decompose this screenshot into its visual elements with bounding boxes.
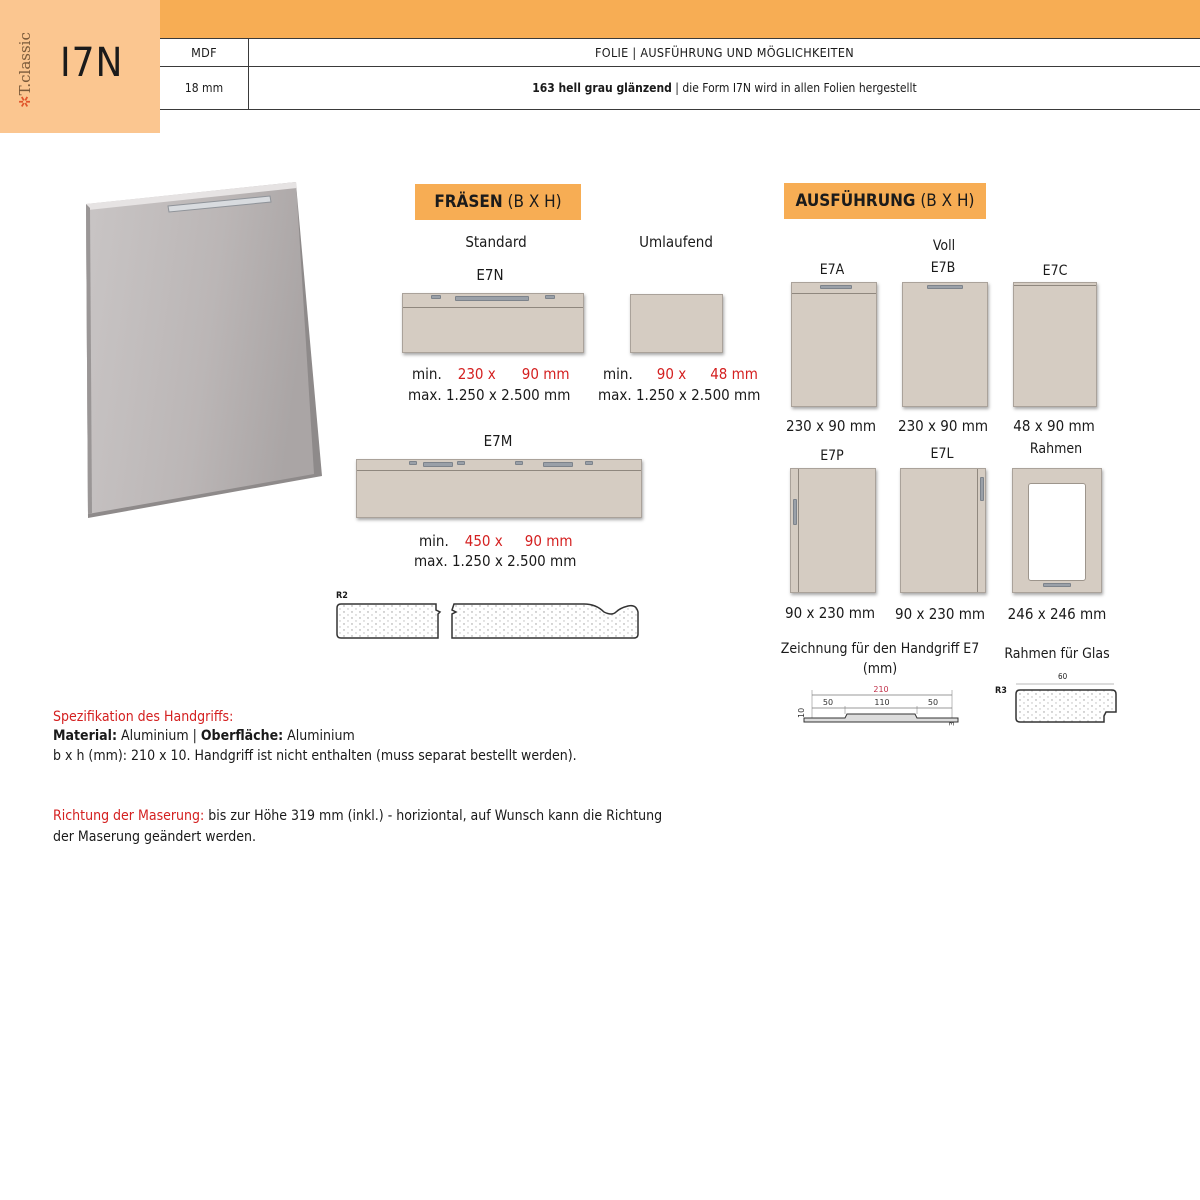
uml-min-label: min. <box>603 365 633 383</box>
e7m-groove <box>357 470 641 471</box>
e7m-handle-end <box>515 461 523 465</box>
e7m-min <box>419 532 573 550</box>
profile-r2-label: R2 <box>336 591 348 601</box>
e7m-max: max. 1.250 x 2.500 mm <box>414 552 577 570</box>
foil-cell <box>249 67 1200 110</box>
uml-min-width: 90 x <box>656 365 687 383</box>
e7p-size: 90 x 230 mm <box>785 604 876 622</box>
e7c-groove <box>1014 285 1096 286</box>
uml-min-height: 48 mm <box>710 365 758 383</box>
e7c-panel <box>1013 282 1097 407</box>
e7b-size: 230 x 90 mm <box>898 417 989 435</box>
e7n-max: max. 1.250 x 2.500 mm <box>408 386 571 404</box>
e7n-min-width: 230 x <box>457 365 496 383</box>
door-product-image <box>78 176 328 521</box>
umlaufend-label: Umlaufend <box>639 233 713 251</box>
e7l-panel <box>900 468 986 593</box>
brand-logo <box>16 32 34 108</box>
brand-name: T.classic <box>16 32 34 96</box>
grain-line-1 <box>53 807 662 826</box>
e7b-panel <box>902 282 988 407</box>
foil-note: | die Form I7N wird in allen Folien hergestellt <box>671 81 917 95</box>
e7p-panel <box>790 468 876 593</box>
e7l-handle <box>980 477 984 501</box>
e7m-handle-left <box>423 462 453 467</box>
e7c-label: E7C <box>1042 263 1068 279</box>
svg-text:3: 3 <box>948 721 956 726</box>
material-label: Material: <box>53 728 117 744</box>
e7p-handle <box>793 499 797 525</box>
e7l-label: E7L <box>930 446 954 462</box>
surface-value: Aluminium <box>283 728 355 744</box>
header-col-folie: FOLIE | AUSFÜHRUNG UND MÖGLICHKEITEN <box>249 39 1200 67</box>
e7m-label: E7M <box>483 432 513 450</box>
standard-label: Standard <box>465 233 527 251</box>
rahmen-glass-opening <box>1028 483 1086 581</box>
rahmen-label: Rahmen <box>1029 441 1083 457</box>
foil-name: 163 hell grau glänzend <box>532 81 672 95</box>
glass-frame-profile <box>1010 680 1122 730</box>
material-value: Aluminium | <box>116 728 201 744</box>
header-col-mdf: MDF <box>160 39 249 67</box>
surface-label: Oberfläche: <box>200 728 284 744</box>
e7n-groove <box>403 307 583 308</box>
spec-size: b x h (mm): 210 x 10. Handgriff ist nicht enthalten (muss separat bestellt werden). <box>53 748 577 764</box>
spec-material <box>53 727 355 746</box>
handle-drawing-title: Zeichnung für den Handgriff E7 (mm) <box>780 641 980 677</box>
glass-radius-label: R3 <box>995 686 1007 696</box>
spec-table <box>160 38 1200 110</box>
e7m-handle-right <box>543 462 573 467</box>
glass-width-label: 60 <box>1058 672 1068 681</box>
e7m-handle-end <box>585 461 593 465</box>
ausfuehrung-heading <box>784 183 986 219</box>
rahmen-size: 246 x 246 mm <box>1007 605 1107 623</box>
e7p-label: E7P <box>820 448 844 464</box>
uml-max: max. 1.250 x 2.500 mm <box>598 386 761 404</box>
model-code: I7N <box>60 40 124 86</box>
fraesen-heading <box>415 184 581 220</box>
e7b-label: E7B <box>930 260 956 276</box>
fraesen-heading-sub: (B X H) <box>502 192 562 212</box>
svg-text:50: 50 <box>927 698 939 707</box>
e7n-min-height: 90 mm <box>521 365 570 383</box>
fraesen-heading-text: FRÄSEN <box>434 192 503 212</box>
svg-text:110: 110 <box>874 698 890 707</box>
e7n-handle <box>455 296 529 301</box>
e7m-min-label: min. <box>419 532 449 550</box>
umlaufend-panel <box>630 294 723 353</box>
e7m-handle-end <box>409 461 417 465</box>
e7n-min-label: min. <box>412 365 442 383</box>
svg-text:10: 10 <box>797 707 806 718</box>
e7m-min-width: 450 x <box>464 532 503 550</box>
e7a-panel <box>791 282 877 407</box>
e7a-label: E7A <box>819 262 845 278</box>
e7m-panel <box>356 459 642 518</box>
e7c-size: 48 x 90 mm <box>1013 417 1095 435</box>
brand-dot-icon: ✲ <box>16 95 34 108</box>
header-band <box>160 0 1200 38</box>
glass-frame-title: Rahmen für Glas <box>1004 646 1110 662</box>
e7n-label: E7N <box>476 266 504 284</box>
handle-drawing <box>790 682 966 728</box>
e7a-groove <box>792 293 876 294</box>
ausfuehrung-heading-text: AUSFÜHRUNG <box>795 191 916 211</box>
e7n-min <box>412 365 570 383</box>
rahmen-handle <box>1043 583 1071 587</box>
e7l-groove <box>977 469 978 592</box>
dim-total: 210 <box>873 685 889 694</box>
e7b-handle <box>927 285 963 289</box>
e7n-panel <box>402 293 584 353</box>
ausfuehrung-heading-sub: (B X H) <box>915 191 975 211</box>
e7m-min-height: 90 mm <box>524 532 573 550</box>
e7a-handle <box>820 285 852 289</box>
grain-label: Richtung der Maserung: <box>53 808 205 824</box>
e7n-handle-end <box>431 295 441 299</box>
grain-text-1: bis zur Höhe 319 mm (inkl.) - horiziontal, auf Wunsch kann die Richtung <box>204 808 663 824</box>
voll-label: Voll <box>932 238 956 254</box>
e7n-handle-end <box>545 295 555 299</box>
svg-text:50: 50 <box>822 698 834 707</box>
e7a-size: 230 x 90 mm <box>786 417 877 435</box>
profile-drawing <box>334 598 644 644</box>
rahmen-panel <box>1012 468 1102 593</box>
grain-line-2: der Maserung geändert werden. <box>53 829 256 845</box>
thickness-cell: 18 mm <box>160 67 249 110</box>
e7l-size: 90 x 230 mm <box>895 605 986 623</box>
e7m-handle-end <box>457 461 465 465</box>
spec-title: Spezifikation des Handgriffs: <box>53 709 234 725</box>
uml-min <box>603 365 758 383</box>
e7p-groove <box>798 469 799 592</box>
